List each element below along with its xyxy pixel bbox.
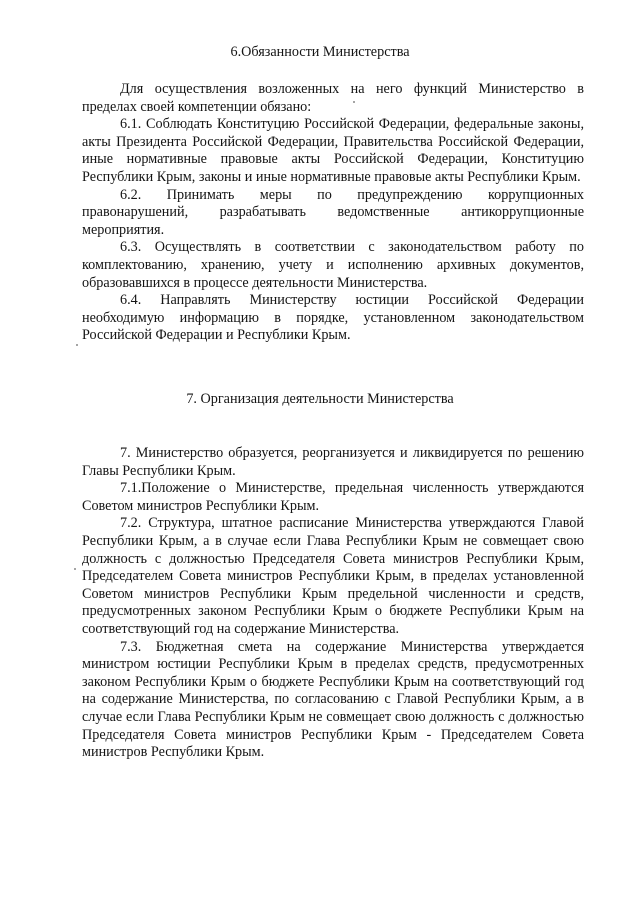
scan-speck	[74, 568, 76, 570]
section-6-body	[82, 81, 584, 345]
item-6-4: 6.4. Направлять Министерству юстиции Российской Федерации необходимую информацию в порядке, установленном законодательством Российской Федерации и Республики Крым.	[82, 292, 584, 344]
item-7-2: 7.2. Структура, штатное расписание Министерства утверждаются Главой Республики Крым, а в случае если Глава Республики Крым не совмещает свою должность с должностью Председателя Совета министров Республики Крым, Председателем Совета министров Республики Крым, в пределах установленной Советом министров Республики Крым предельной численности и средств, предусмотренных законом Республики Крым о бюджете Республики Крым на соответствующий год на содержание Министерства.	[82, 515, 584, 637]
scan-speck	[353, 101, 355, 103]
item-7-3: 7.3. Бюджетная смета на содержание Министерства утверждается министром юстиции Республики Крым в пределах средств, предусмотренных законом Республики Крым о бюджете Республики Крым на соответствующий год на содержание Министерства, по согласованию с Главой Республики Крым, а в случае если Глава Республики Крым не совмещает свою должность с должностью Председателя Совета министров Республики Крым - Председателем Совета министров Республики Крым.	[82, 638, 584, 761]
section-6-intro: Для осуществления возложенных на него функций Министерство в пределах своей компетенции обязано:	[82, 81, 584, 115]
item-6-1: 6.1. Соблюдать Конституцию Российской Федерации, федеральные законы, акты Президента Российской Федерации, Правительства Российской Федерации, иные нормативные правовые акты Российской Федерации, Конституцию Республики Крым, законы и иные нормативные правовые акты Республики Крым.	[82, 116, 584, 185]
section-7-title: 7. Организация деятельности Министерства	[186, 391, 454, 407]
section-6-title: 6.Обязанности Министерства	[230, 44, 410, 60]
section-7-body	[82, 445, 584, 762]
item-6-2: 6.2. Принимать меры по предупреждению коррупционных правонарушений, разрабатывать ведомственные антикоррупционные мероприятия.	[82, 186, 584, 238]
item-7-1: 7.1.Положение о Министерстве, предельная численность утверждаются Советом министров Республики Крым.	[82, 480, 584, 514]
item-7: 7. Министерство образуется, реорганизуется и ликвидируется по решению Главы Республики Крым.	[82, 445, 584, 479]
item-6-3: 6.3. Осуществлять в соответствии с законодательством работу по комплектованию, хранению, учету и исполнению архивных документов, образовавшихся в процессе деятельности Министерства.	[82, 239, 584, 291]
scan-speck	[76, 344, 78, 346]
